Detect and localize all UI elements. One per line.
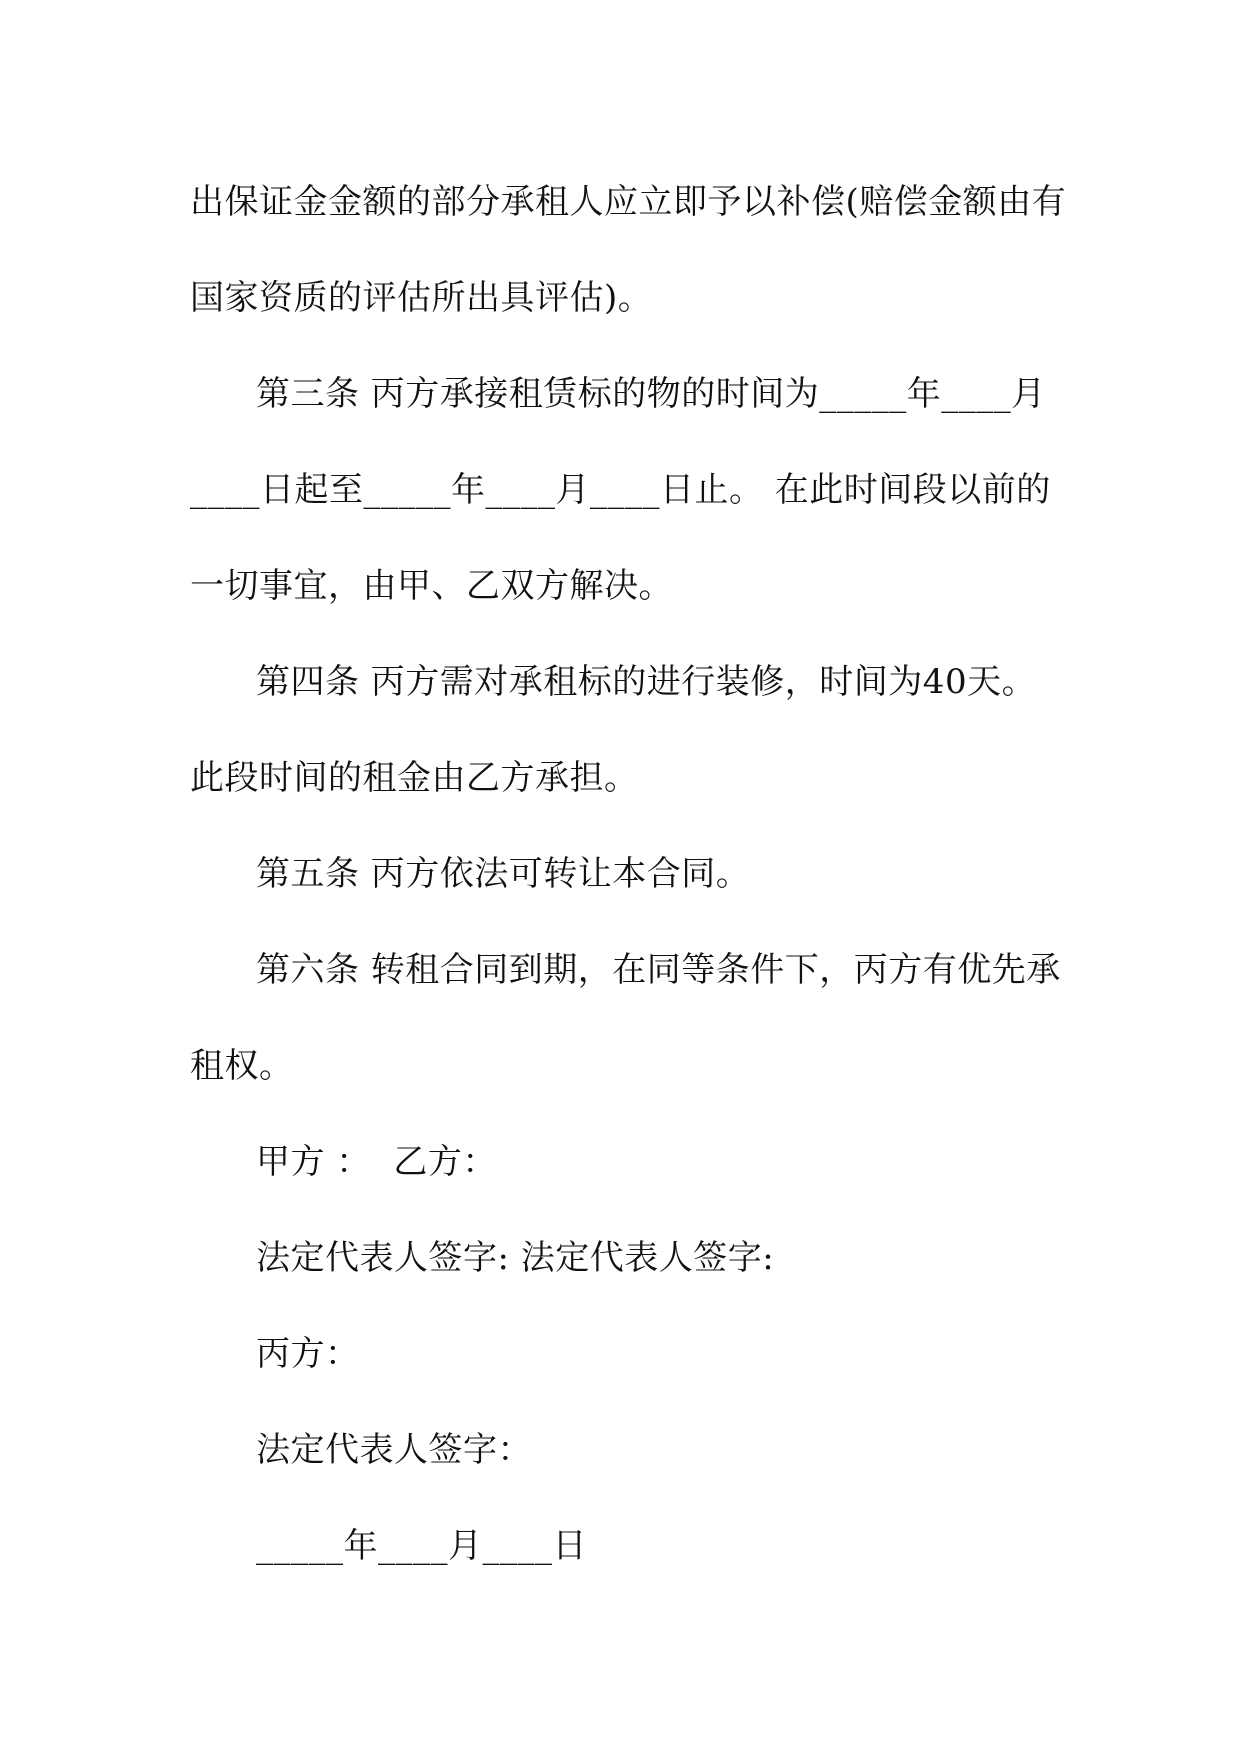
clause-6-line-1: 第六条 转租合同到期，在同等条件下，丙方有优先承 xyxy=(256,950,1061,990)
text-line-appraisal: 国家资质的评估所出具评估)。 xyxy=(190,278,653,318)
party-a-b-line: 甲方 ： 乙方： xyxy=(256,1142,497,1182)
clause-3-line-1: 第三条 丙方承接租赁标的物的时间为_____年____月 xyxy=(256,374,1046,414)
legal-rep-signature-a-b: 法定代表人签字: 法定代表人签字: xyxy=(256,1238,775,1278)
party-c-line: 丙方： xyxy=(256,1334,360,1374)
date-line: _____年____月____日 xyxy=(256,1526,587,1566)
clause-4-line-1: 第四条 丙方需对承租标的进行装修，时间为40天。 xyxy=(256,662,1037,702)
clause-5: 第五条 丙方依法可转让本合同。 xyxy=(256,854,751,894)
clause-3-line-3: 一切事宜，由甲、乙双方解决。 xyxy=(190,566,673,606)
clause-3-line-2: ____日起至_____年____月____日止。 在此时间段以前的 xyxy=(190,470,1051,510)
clause-6-line-2: 租权。 xyxy=(190,1046,294,1086)
clause-4-line-2: 此段时间的租金由乙方承担。 xyxy=(190,758,639,798)
text-line-compensation-continued: 出保证金金额的部分承租人应立即予以补偿(赔偿金额由有 xyxy=(190,182,1067,222)
legal-rep-signature-c: 法定代表人签字： xyxy=(256,1430,532,1470)
